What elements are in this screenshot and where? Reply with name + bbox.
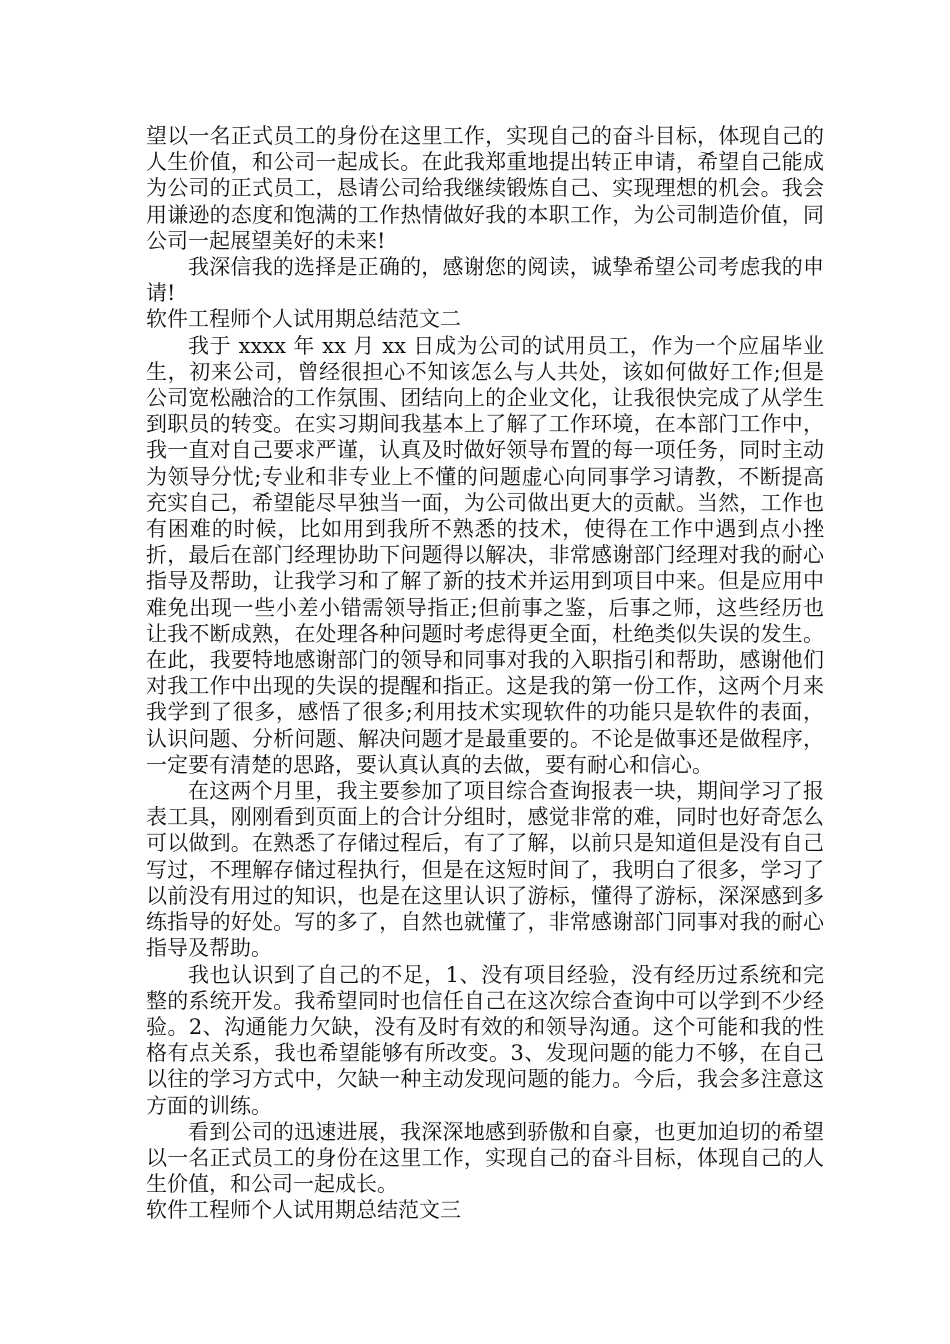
paragraph-closing-continued: 望以一名正式员工的身份在这里工作，实现自己的奋斗目标，体现自己的人生价值，和公司一起成长。在此我郑重地提出转正申请，希望自己能成为公司的正式员工，恳请公司给我继续锻炼自己、实现理想的机会。我会用谦逊的态度和饱满的工作热情做好我的本职工作，为公司制造价值，同公司一起展望美好的未来!	[146, 124, 824, 253]
document-body	[146, 123, 824, 1224]
section-heading-3: 软件工程师个人试用期总结范文三	[146, 1198, 461, 1223]
paragraph-thanks: 我深信我的选择是正确的，感谢您的阅读，诚挚希望公司考虑我的申请!	[146, 255, 824, 306]
paragraph-intro-experience: 我于 xxxx 年 xx 月 xx 日成为公司的试用员工，作为一个应届毕业生，初来公司，曾经很担心不知该怎么与人共处，该如何做好工作;但是公司宽松融洽的工作氛围、团结向上的企业文化，让我很快完成了从学生到职员的转变。在实习期间我基本上了解了工作环境，在本部门工作中，我一直对自己要求严谨，认真及时做好领导布置的每一项任务，同时主动为领导分忧;专业和非专业上不懂的问题虚心向同事学习请教，不断提高充实自己，希望能尽早独当一面，为公司做出更大的贡献。当然，工作也有困难的时候，比如用到我所不熟悉的技术，使得在工作中遇到点小挫折，最后在部门经理协助下问题得以解决，非常感谢部门经理对我的耐心指导及帮助，让我学习和了解了新的技术并运用到项目中来。但是应用中难免出现一些小差小错需领导指正;但前事之鉴，后事之师，这些经历也让我不断成熟，在处理各种问题时考虑得更全面，杜绝类似失误的发生。在此，我要特地感谢部门的领导和同事对我的入职指引和帮助，感谢他们对我工作中出现的失误的提醒和指正。这是我的第一份工作，这两个月来我学到了很多，感悟了很多;利用技术实现软件的功能只是软件的表面，认识问题、分析问题、解决问题才是最重要的。不论是做事还是做程序，一定要有清楚的思路，要认真认真的去做，要有耐心和信心。	[146, 333, 824, 777]
paragraph-conclusion: 看到公司的迅速进展，我深深地感到骄傲和自豪，也更加迫切的希望以一名正式员工的身份在这里工作，实现自己的奋斗目标，体现自己的人生价值，和公司一起成长。	[146, 1119, 824, 1197]
paragraph-project-work: 在这两个月里，我主要参加了项目综合查询报表一块，期间学习了报表工具，刚刚看到页面上的合计分组时，感觉非常的难，同时也好奇怎么可以做到。在熟悉了存储过程后，有了了解，以前只是知道但是没有自己写过，不理解存储过程执行，但是在这短时间了，我明白了很多，学习了以前没有用过的知识，也是在这里认识了游标，懂得了游标，深深感到多练指导的好处。写的多了，自然也就懂了，非常感谢部门同事对我的耐心指导及帮助。	[146, 779, 824, 961]
paragraph-shortcomings: 我也认识到了自己的不足，1、没有项目经验，没有经历过系统和完整的系统开发。我希望同时也信任自己在这次综合查询中可以学到不少经验。2、沟通能力欠缺，没有及时有效的和领导沟通。这个可能和我的性格有点关系，我也希望能够有所改变。3、发现问题的能力不够，在自己以往的学习方式中，欠缺一种主动发现问题的能力。今后，我会多注意这方面的训练。	[146, 962, 824, 1118]
section-heading-2: 软件工程师个人试用期总结范文二	[146, 307, 461, 332]
